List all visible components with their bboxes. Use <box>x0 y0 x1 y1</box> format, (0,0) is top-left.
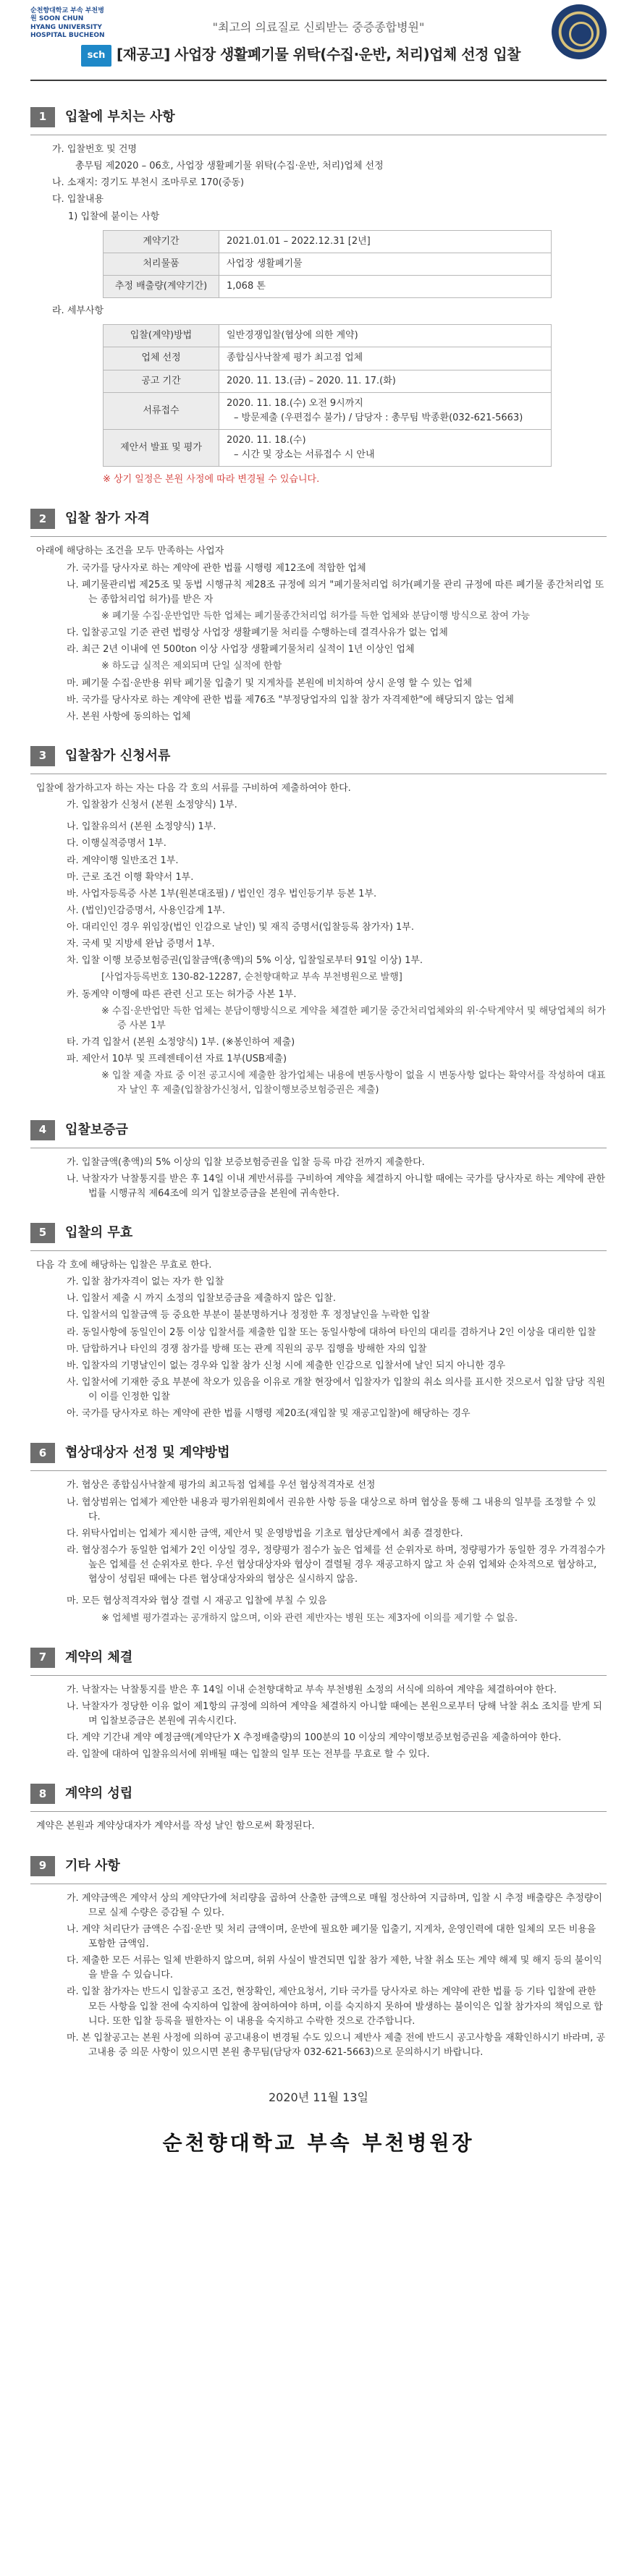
paragraph: 라. 세부사항 <box>52 305 104 317</box>
table-cell: 입찰(계약)방법 <box>104 325 219 347</box>
table-cell <box>219 429 552 466</box>
paragraph: 아. 국가를 당사자로 하는 계약에 관한 법률 시행령 제20조(재입찰 및 재공고입찰)에 해당하는 경우 <box>67 1408 471 1420</box>
table-cell: 제안서 발표 및 평가 <box>104 429 219 466</box>
table-cell: 업체 선정 <box>104 347 219 370</box>
paragraph: 다음 각 호에 해당하는 입찰은 무효로 한다. <box>36 1260 212 1271</box>
paragraph: 가. 협상은 종합심사낙찰제 평가의 최고득점 업체를 우선 협상적격자로 선정 <box>67 1480 376 1491</box>
divider <box>30 80 607 81</box>
paragraph: 다. 입찰서의 입찰금액 등 중요한 부분이 불분명하거나 정정한 후 정정날인을 누락한 입찰 <box>67 1310 430 1321</box>
paragraph: 나. 입찰유의서 (본원 소정양식) 1부. <box>67 821 216 833</box>
paragraph: 사. 입찰서에 기재한 중요 부분에 착오가 있음을 이유로 개찰 현장에서 입찰자가 입찰의 취소 의사를 표시한 것으로서 입찰 담당 직원이 이를 인정한 입찰 <box>67 1377 606 1403</box>
divider <box>30 1250 607 1251</box>
paragraph: 마. 본 입찰공고는 본원 사정에 의하여 공고내용이 변경될 수도 있으니 제반사 제출 전에 반드시 공고사항을 재확인하시기 바라며, 공고내용 중 의문 사항이 있으시면 본원 총무팀(담당자 032-621-5663)으로 문의하시기 바랍니다. <box>67 2032 606 2058</box>
paragraph: 아. 대리인인 경우 위임장(법인 인감으로 날인) 및 재직 증명서(입찰등록 참가자) 1부. <box>67 922 415 933</box>
paragraph: 가. 입찰참가 신청서 (본원 소정양식) 1부. <box>67 800 237 811</box>
table-cell: 서류접수 <box>104 392 219 429</box>
cell-line: 2020. 11. 18.(수) <box>227 434 306 446</box>
paragraph: 마. 담합하거나 타인의 경쟁 참가를 방해 또는 관계 직원의 공무 집행을 방해한 자의 입찰 <box>67 1343 427 1355</box>
paragraph: 라. 입찰에 대하여 입찰유의서에 위배될 때는 입찰의 일부 또는 전부를 무효로 할 수 있다. <box>67 1749 430 1761</box>
paragraph: 차. 입찰 이행 보증보험증권(입찰금액(총액)의 5% 이상, 입찰일로부터 91일 이상) 1부. <box>67 955 423 967</box>
section-1-header <box>30 107 607 127</box>
section-number: 1 <box>30 107 55 127</box>
table-row <box>104 230 552 253</box>
paragraph: 다. 제출한 모든 서류는 일체 반환하지 않으며, 허위 사실이 발견되면 입찰 참가 제한, 낙찰 취소 또는 계약 해제 및 해지 등의 불이익을 받을 수 있습니다. <box>67 1955 602 1981</box>
table-cell: 2021.01.01 – 2022.12.31 [2년] <box>219 230 552 253</box>
section-number: 8 <box>30 1784 55 1804</box>
paragraph: 마. 모든 협상적격자와 협상 결렬 시 재공고 입찰에 부칠 수 있음 <box>67 1596 327 1607</box>
paragraph: 1) 입찰에 붙이는 사항 <box>68 211 160 222</box>
paragraph: 입찰에 참가하고자 하는 자는 다음 각 호의 서류를 구비하여 제출하여야 한다. <box>36 782 351 794</box>
divider <box>30 1675 607 1676</box>
paragraph: 카. 동계약 이행에 따른 관련 신고 또는 허가증 사본 1부. <box>67 988 297 1000</box>
paragraph: ※ 입찰 제출 자료 중 이전 공고시에 제출한 참가업체는 내용에 변동사항이 없을 시 변동사항 없다는 확약서를 작성하여 대표자 날인 후 제출(입찰참가신청서, 입찰이행보증보험증권은 제출) <box>101 1070 606 1096</box>
section-number: 2 <box>30 509 55 529</box>
section-4-header <box>30 1120 607 1140</box>
paragraph: 라. 계약이행 일반조건 1부. <box>67 855 179 866</box>
page-title: [재공고] 사업장 생활폐기물 위탁(수집·운반, 처리)업체 선정 입찰 <box>116 46 521 63</box>
cell-line: – 방문제출 (우편접수 불가) / 담당자 : 총무팀 박종환(032-621-5663) <box>234 412 523 423</box>
section-title: 계약의 체결 <box>65 1649 133 1665</box>
paragraph: 파. 제안서 10부 및 프레젠테이션 자료 1부(USB제출) <box>67 1054 287 1065</box>
paragraph: 타. 가격 입찰서 (본원 소정양식) 1부. (※봉인하여 제출) <box>67 1037 295 1048</box>
paragraph: 가. 입찰 참가자격이 없는 자가 한 입찰 <box>67 1276 224 1288</box>
paragraph: 마. 폐기물 수집·운반용 위탁 폐기물 입출기 및 지게차를 본원에 비치하여 상시 운영 할 수 있는 업체 <box>67 677 473 689</box>
section-7-header <box>30 1648 607 1668</box>
sch-logo: sch <box>81 45 111 67</box>
table-row <box>104 275 552 297</box>
paragraph: 다. 입찰내용 <box>52 194 104 206</box>
section-number: 5 <box>30 1223 55 1243</box>
paragraph: 다. 계약 기간내 계약 예정금액(계약단가 X 추정배출량)의 100분의 10 이상의 계약이행보증보험증권을 제출하여야 한다. <box>67 1732 562 1744</box>
table-row <box>104 325 552 347</box>
paragraph: 라. 최근 2년 이내에 연 500ton 이상 사업장 생활폐기물처리 실적이 1년 이상인 업체 <box>67 644 415 656</box>
paragraph: 바. 사업자등록증 사본 1부(원본대조필) / 법인인 경우 법인등기부 등본 1부. <box>67 888 377 899</box>
notice-date: 2020년 11월 13일 <box>269 2090 368 2105</box>
section-number: 9 <box>30 1856 55 1876</box>
table-cell: 처리물품 <box>104 253 219 275</box>
paragraph: ※ 수집·운반업만 득한 업체는 분담이행방식으로 계약을 체결한 폐기물 중간처리업체와의 위·수탁계약서 및 해당업체의 허가증 사본 1부 <box>101 1005 606 1031</box>
paragraph: 라. 동일사항에 동일인이 2통 이상 입찰서를 제출한 입찰 또는 동일사항에 대하여 타인의 대리를 겸하거나 2인 이상을 대리한 입찰 <box>67 1326 596 1338</box>
paragraph: 가. 입찰번호 및 건명 <box>52 144 137 155</box>
cell-line: 2020. 11. 18.(수) 오전 9시까지 <box>227 397 363 409</box>
paragraph: 사. 본원 사항에 동의하는 업체 <box>67 711 191 722</box>
paragraph: ※ 업체별 평가결과는 공개하지 않으며, 이와 관련 제반자는 병원 또는 제3자에 이의를 제기할 수 없음. <box>101 1612 518 1624</box>
table-cell: 1,068 톤 <box>219 275 552 297</box>
paragraph: 가. 계약금액은 계약서 상의 계약단가에 처리량을 곱하여 산출한 금액으로 매월 정산하여 지급하며, 입찰 시 추정 배출량은 추정량이므로 실제 수량은 증감될 수 있다. <box>67 1892 602 1918</box>
section-9-header <box>30 1856 607 1876</box>
table-cell <box>219 392 552 429</box>
cell-line: – 시간 및 장소는 서류접수 시 안내 <box>234 449 375 461</box>
issuer-name: 순천향대학교 부속 부천병원장 <box>162 2130 475 2155</box>
table-cell: 2020. 11. 13.(금) – 2020. 11. 17.(화) <box>219 370 552 392</box>
paragraph: 총무팀 제2020 – 06호, 사업장 생활폐기물 위탁(수집·운반, 처리)업체 선정 <box>75 161 384 172</box>
section-title: 협상대상자 선정 및 계약방법 <box>65 1445 230 1461</box>
paragraph: 나. 협상범위는 업체가 제안한 내용과 평가위원회에서 권유한 사항 등을 대상으로 하며 협상을 통해 그 내용의 일부를 조정할 수 있다. <box>67 1496 596 1522</box>
section-8-header <box>30 1784 607 1804</box>
paragraph: 자. 국세 및 지방세 완납 증명서 1부. <box>67 939 215 950</box>
table-row <box>104 429 552 466</box>
section-title: 입찰의 무효 <box>65 1225 133 1241</box>
paragraph: 다. 입찰공고일 기준 관련 법령상 사업장 생활폐기물 처리를 수행하는데 결격사유가 없는 업체 <box>67 627 448 639</box>
section-6-header <box>30 1443 607 1463</box>
paragraph: 가. 입찰금액(총액)의 5% 이상의 입찰 보증보험증권을 입찰 등록 마감 전까지 제출한다. <box>67 1156 425 1168</box>
table-cell: 종합심사낙찰제 평가 최고점 업체 <box>219 347 552 370</box>
divider <box>30 1811 607 1812</box>
paragraph: ※ 하도급 실적은 제외되며 단일 실적에 한함 <box>101 661 282 672</box>
section-number: 7 <box>30 1648 55 1668</box>
section-title: 계약의 성립 <box>65 1786 133 1802</box>
table-row <box>104 370 552 392</box>
table-row <box>104 392 552 429</box>
paragraph: 나. 소재지: 경기도 부천시 조마루로 170(중동) <box>52 177 245 189</box>
section-title: 기타 사항 <box>65 1857 120 1873</box>
paragraph: 나. 계약 처리단가 금액은 수집·운반 및 처리 금액이며, 운반에 필요한 폐기물 입출기, 지게차, 운영인력에 대한 일체의 모든 비용을 포함한 금액임. <box>67 1923 596 1949</box>
paragraph: [사업자등록번호 130-82-12287, 순천향대학교 부속 부천병원으로 발행] <box>101 972 402 983</box>
paragraph: 라. 입찰 참가자는 반드시 입찰공고 조건, 현장확인, 제안요청서, 기타 국가를 당사자로 하는 계약에 관한 법률 등 기타 입찰에 관한 모든 사항을 입찰 전에 숙지하여 입찰에 참여하여야 하며, 이를 숙지하지 못하여 발생하는 불이익은 입찰 참가자의 책임으로 합니다. 또한 입찰 등록을 필한자는 이 내용을 숙지하고 수락한 것으로 간주합니다. <box>67 1986 603 2027</box>
paragraph: 나. 낙찰자가 낙찰통지를 받은 후 14일 이내 계반서류를 구비하여 계약을 체결하지 아니할 때에는 국가를 당사자로 하는 계약에 관한 법률 시행규칙 제64조에 의거 입찰보증금을 본원에 귀속한다. <box>67 1173 605 1199</box>
paragraph: 다. 이행실적증명서 1부. <box>67 838 166 850</box>
section-title: 입찰에 부치는 사항 <box>65 109 175 125</box>
schedule-note: ※ 상기 일정은 본원 사정에 따라 변경될 수 있습니다. <box>103 474 320 486</box>
paragraph: 마. 근로 조건 이행 확약서 1부. <box>67 871 194 883</box>
paragraph: 나. 폐기물관리법 제25조 및 동법 시행규칙 제28조 규정에 의거 "폐기물처리업 허가(폐기물 관리 규정에 따른 폐기물 종간처리업 또는 종합처리업 허가)를 받은 자 <box>67 579 604 605</box>
section-title: 입찰참가 신청서류 <box>65 747 171 763</box>
section-2-header <box>30 509 607 529</box>
section-number: 6 <box>30 1443 55 1463</box>
slogan: "최고의 의료질로 신뢰받는 중증종합병원" <box>212 20 425 34</box>
table-cell: 사업장 생활폐기물 <box>219 253 552 275</box>
section-5-header <box>30 1223 607 1243</box>
table-row <box>104 347 552 370</box>
paragraph: 가. 국가를 당사자로 하는 계약에 관한 법률 시행령 제12조에 적합한 업체 <box>67 562 366 574</box>
paragraph: 아래에 해당하는 조건을 모두 만족하는 사업자 <box>36 546 224 557</box>
paragraph: 다. 위탁사업비는 업체가 제시한 금액, 제안서 및 운영방법을 기초로 협상단계에서 최종 결정한다. <box>67 1528 463 1539</box>
section-title: 입찰 참가 자격 <box>65 511 150 527</box>
table-row <box>104 253 552 275</box>
hospital-logo-text: 순천향대학교 부속 부천병원 SOON CHUN HYANG UNIVERSITY HOSPITAL BUCHEON <box>30 7 105 39</box>
contract-summary-table <box>103 230 552 298</box>
paragraph: 나. 낙찰자가 정당한 이유 없이 제1항의 규정에 의하여 계약을 체결하지 아니할 때에는 본원으로부터 당해 낙찰 취소 조치를 받게 되며 입찰보증금은 본원에 귀속시킨다. <box>67 1700 602 1726</box>
schedule-table <box>103 324 552 467</box>
paragraph: 라. 협상점수가 동일한 업체가 2인 이상일 경우, 정량평가 점수가 높은 업체를 선 순위자로 하며, 정량평가가 동일한 경우 가격점수가 높은 업체를 선 순위자로 한다. 우선 협상대상자와 협상이 결렬될 경우 재공고하지 않고 차 순위 업체와 순차적으로 협상하고, 협상이 성립된 때에는 다른 협상대상자와의 협상은 실시하지 않음. <box>67 1545 605 1585</box>
paragraph: 나. 입찰서 제출 시 까지 소정의 입찰보증금을 제출하지 않은 입찰. <box>67 1293 336 1305</box>
section-number: 3 <box>30 746 55 766</box>
divider <box>30 536 607 537</box>
table-cell: 추정 배출량(계약기간) <box>104 275 219 297</box>
paragraph: 바. 국가를 당사자로 하는 계약에 관한 법률 제76조 "부정당업자의 입찰 참가 자격제한"에 해당되지 않는 업체 <box>67 694 514 706</box>
divider <box>30 1470 607 1471</box>
paragraph: 계약은 본원과 계약상대자가 계약서를 작성 날인 함으로써 확정된다. <box>36 1821 315 1832</box>
section-title: 입찰보증금 <box>65 1122 128 1137</box>
paragraph: ※ 폐기물 수집·운반업만 득한 업체는 폐기물종간처리업 허가를 득한 업체와 분담이행 방식으로 참여 가능 <box>101 610 531 622</box>
university-seal-icon <box>552 4 607 59</box>
paragraph: 바. 입찰자의 기명날인이 없는 경우와 입찰 참가 신청 시에 제출한 인감으로 입찰서에 날인 되지 아니한 경우 <box>67 1360 506 1371</box>
table-cell: 일반경쟁입찰(협상에 의한 계약) <box>219 325 552 347</box>
paragraph: 사. (법인)인감증명서, 사용인감계 1부. <box>67 904 226 916</box>
section-number: 4 <box>30 1120 55 1140</box>
section-3-header <box>30 746 607 766</box>
table-cell: 계약기간 <box>104 230 219 253</box>
paragraph: 가. 낙찰자는 낙찰통지를 받은 후 14일 이내 순천향대학교 부속 부천병원 소정의 서식에 의하여 계약을 체결하여야 한다. <box>67 1684 557 1695</box>
table-cell: 공고 기간 <box>104 370 219 392</box>
header <box>30 0 607 85</box>
